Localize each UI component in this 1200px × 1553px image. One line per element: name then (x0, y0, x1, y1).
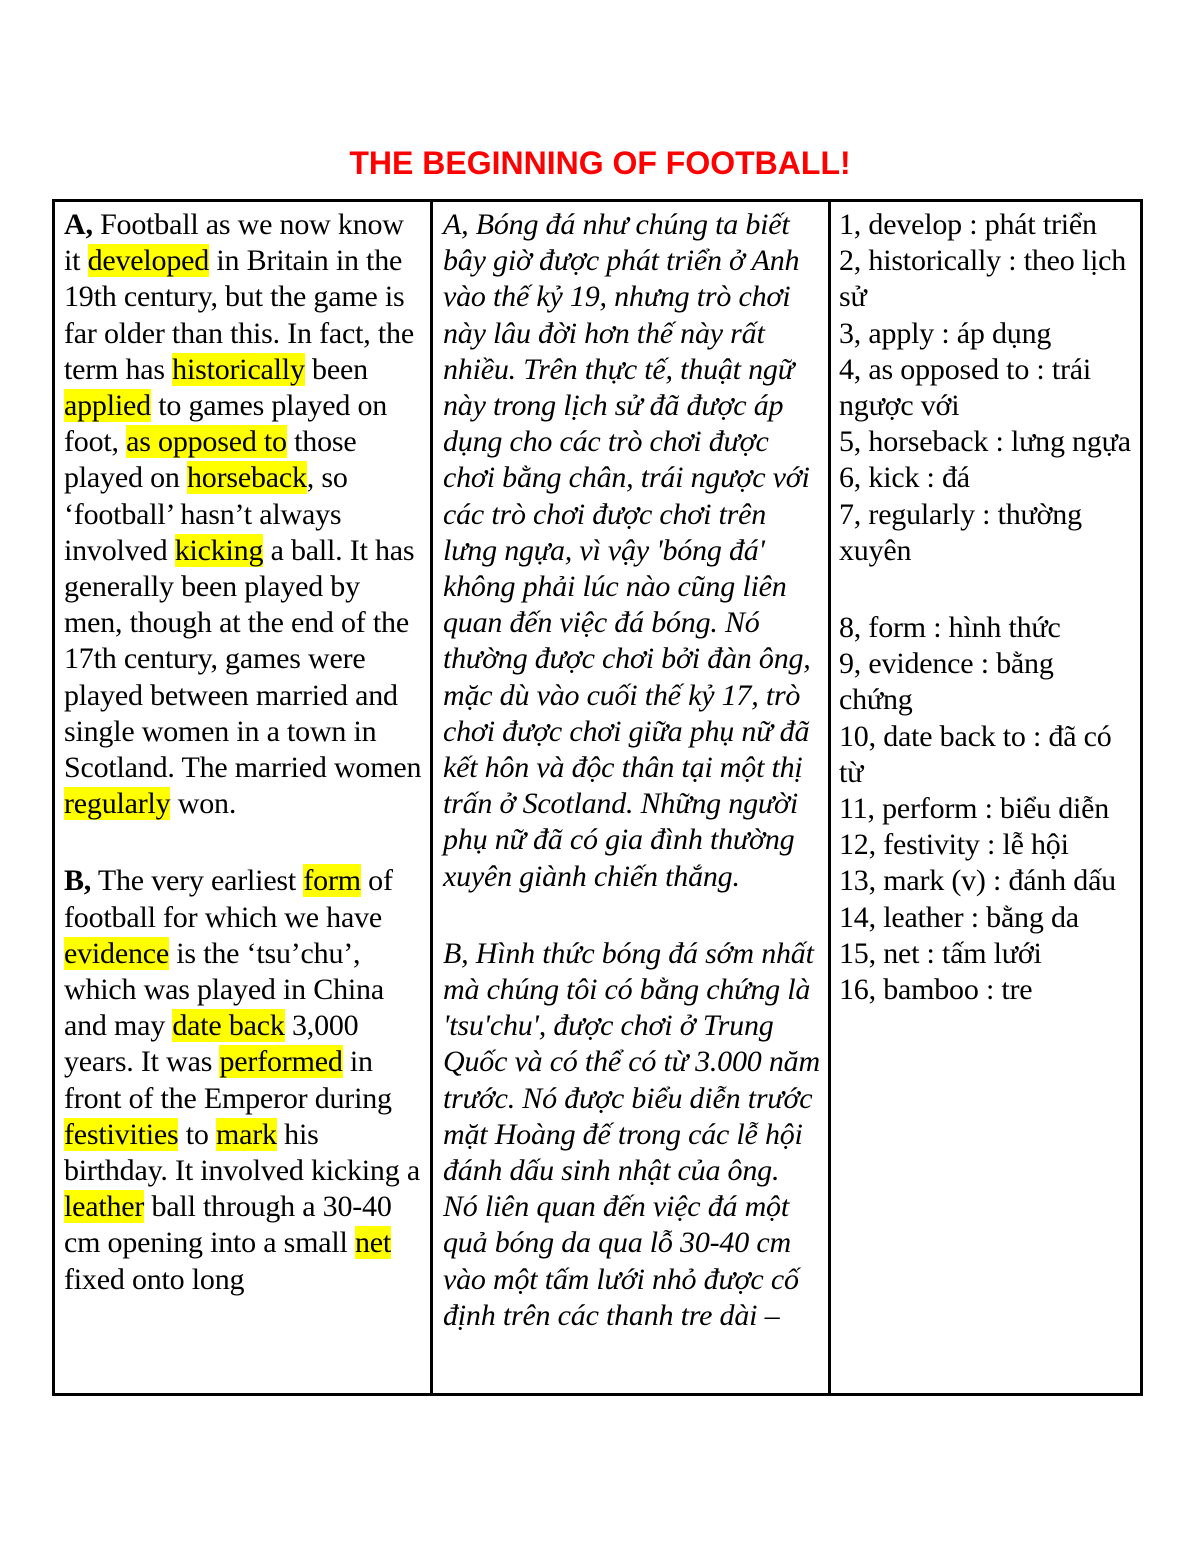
vocab-item: 9, evidence : bằng chứng (839, 647, 1054, 717)
highlighted-term: mark (216, 1117, 277, 1151)
highlighted-term: net (354, 1226, 392, 1260)
highlighted-term: horseback (186, 461, 307, 495)
vocab-item: 8, form : hình thức (839, 611, 1061, 645)
text-segment: been (304, 352, 368, 386)
highlighted-term: form (303, 864, 361, 898)
english-paragraph (55, 202, 430, 822)
vocabulary-table (52, 199, 1143, 1396)
text-segment: Football as we now know it (64, 208, 404, 278)
vocab-item: 5, horseback : lưng ngựa (839, 425, 1131, 459)
vocab-item: 11, perform : biểu diễn (839, 792, 1110, 826)
vocab-item: 6, kick : đá (839, 461, 970, 495)
page-title: THE BEGINNING OF FOOTBALL! (349, 145, 851, 181)
section-label: B, (64, 864, 92, 898)
vietnamese-column (432, 201, 830, 1395)
text-segment: is the ‘tsu’chu’, which was played in China and may (64, 936, 384, 1043)
vietnamese-paragraph: B, Hình thức bóng đá sớm nhất mà chúng tôi có bằng chứng là 'tsu'chu', được chơi ở Trung Quốc và có thể có từ 3.000 năm trước. Nó được biểu diễn trước mặt Hoàng đế trong các lễ hội đánh dấu sinh nhật của ông. Nó liên quan đến việc đá một quả bóng da qua lỗ 30-40 cm vào một tấm lưới nhỏ được cố định trên các thanh tre dài – (443, 936, 820, 1332)
text-segment: in Britain in the 19th century, but the game is far older than this. In fact, the term has (64, 244, 414, 386)
english-paragraph (55, 858, 430, 1297)
vocab-item: 13, mark (v) : đánh dấu (839, 864, 1116, 898)
vocab-item: 4, as opposed to : trái ngược với (839, 352, 1092, 423)
highlighted-term: festivities (64, 1117, 179, 1151)
vietnamese-paragraph: A, Bóng đá như chúng ta biết bây giờ được phát triển ở Anh vào thế kỷ 19, nhưng trò chơi này lâu đời hơn thế này rất nhiều. Trên thực tế, thuật ngữ này trong lịch sử đã được áp dụng cho các trò chơi được chơi bằng chân, trái ngược với các trò chơi được chơi trên lưng ngựa, vì vậy 'bóng đá' không phải lúc nào cũng liên quan đến việc đá bóng. Nó thường được chơi bởi đàn ông, mặc dù vào cuối thế kỷ 17, trò chơi được chơi giữa phụ nữ đã kết hôn và độc thân tại một thị trấn ở Scotland. Những người phụ nữ đã có gia đình thường xuyên giành chiến thắng. (443, 208, 811, 893)
vocabulary-column (830, 201, 1142, 1395)
highlighted-term: regularly (64, 787, 171, 821)
vocab-item: 3, apply : áp dụng (839, 316, 1052, 350)
text-segment: , so ‘football’ hasn’t always involved (64, 461, 348, 567)
highlighted-term: as opposed to (126, 425, 287, 459)
text-segment: The very earliest (91, 864, 304, 898)
highlighted-term: leather (64, 1190, 145, 1224)
text-segment: fixed onto long (64, 1262, 245, 1296)
vocab-item: 15, net : tấm lưới (839, 936, 1042, 970)
vocab-item: 1, develop : phát triển (839, 208, 1097, 241)
text-segment: in front of the Emperor during (64, 1045, 392, 1115)
vocab-item: 16, bamboo : tre (839, 973, 1033, 1007)
text-segment: 3,000 years. It was (64, 1009, 359, 1079)
highlighted-term: performed (219, 1045, 343, 1079)
highlighted-term: date back (172, 1009, 285, 1043)
highlighted-term: kicking (174, 533, 264, 567)
highlighted-term: applied (64, 389, 151, 423)
highlighted-term: historically (172, 352, 305, 386)
table-row (54, 201, 1142, 1395)
vocab-item: 2, historically : theo lịch sử (839, 244, 1127, 314)
text-segment: a ball. It has generally been played by men, though at the end of the 17th century, games were played between married and single women in a town in Scotland. The married women (64, 533, 422, 785)
vocab-item: 14, leather : bằng da (839, 900, 1079, 934)
vocab-item: 10, date back to : đã có từ (839, 719, 1112, 789)
highlighted-term: evidence (64, 936, 169, 970)
vocabulary-list (831, 202, 1140, 569)
text-segment: those played on (64, 425, 357, 495)
vocab-item: 12, festivity : lễ hội (839, 828, 1069, 862)
text-segment: ball through a 30-40 cm opening into a small (64, 1190, 392, 1260)
section-label: A, (64, 208, 93, 241)
highlighted-term: developed (87, 244, 210, 278)
english-column (54, 201, 432, 1395)
text-segment: to (178, 1117, 216, 1151)
text-segment: his birthday. It involved kicking a (64, 1117, 420, 1188)
vocabulary-list (831, 605, 1140, 1008)
vocab-item: 7, regularly : thường xuyên (839, 497, 1082, 567)
text-segment: to games played on foot, (64, 389, 388, 459)
text-segment: of football for which we have (64, 864, 393, 934)
text-segment: won. (170, 787, 237, 821)
